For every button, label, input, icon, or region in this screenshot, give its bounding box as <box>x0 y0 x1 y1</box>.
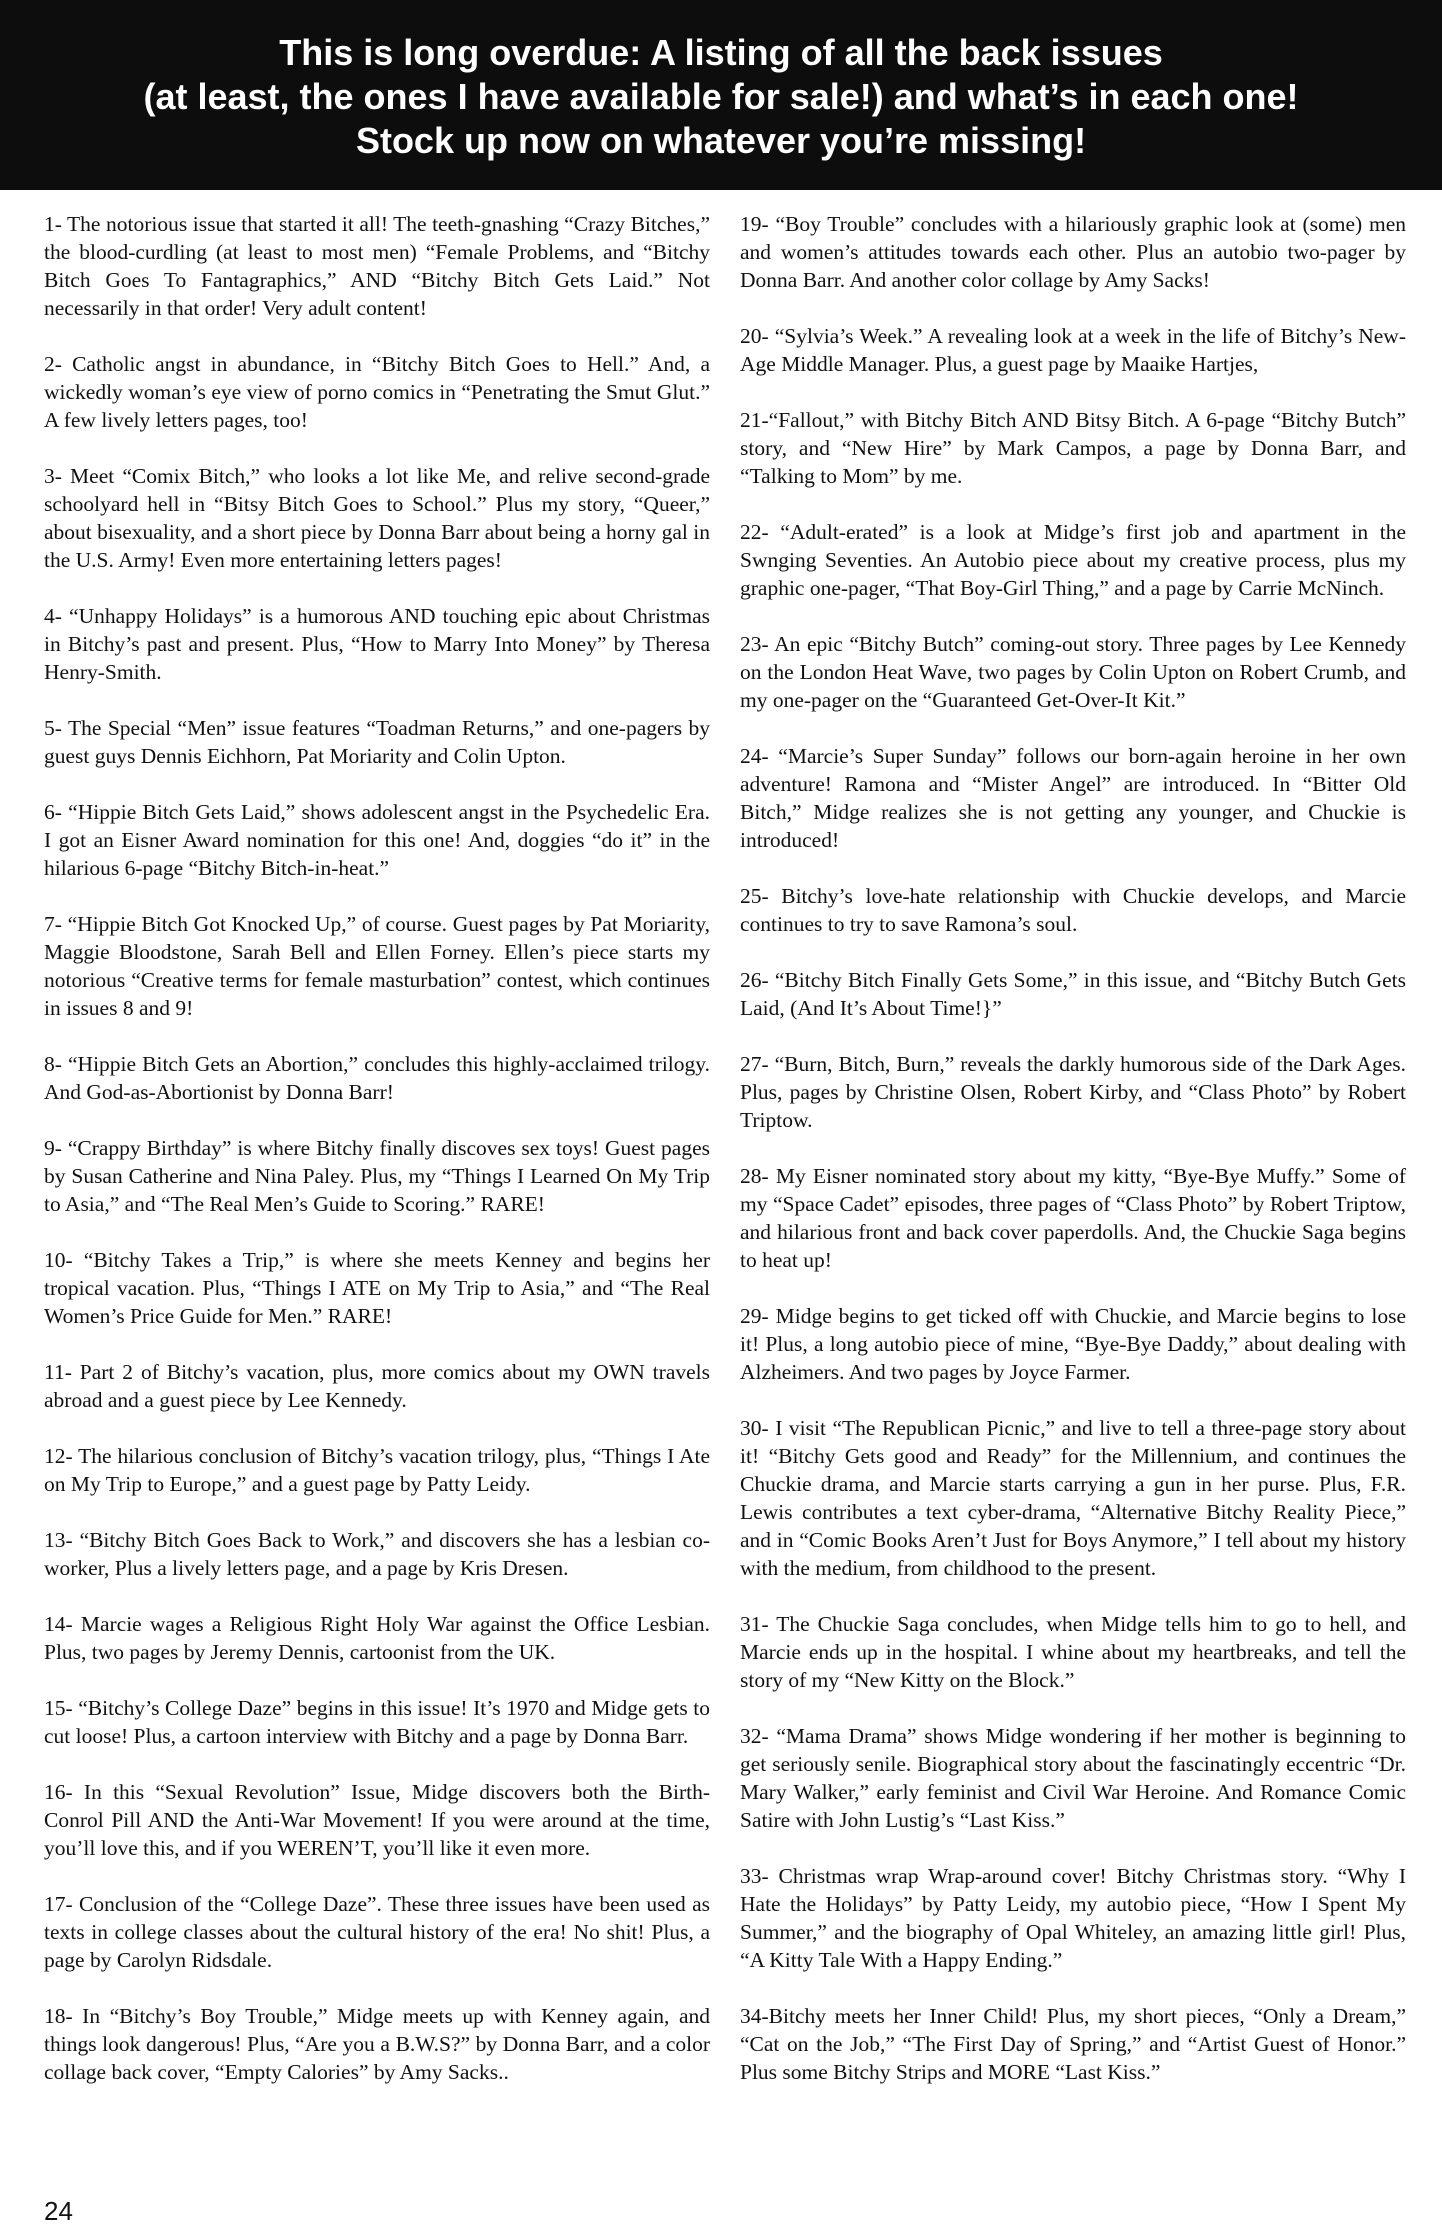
banner-line-2: (at least, the ones I have available for sale!) and what’s in each one! <box>143 76 1299 117</box>
issue-entry-27: 27- “Burn, Bitch, Burn,” reveals the darkly humorous side of the Dark Ages. Plus, pages by Christine Olsen, Robert Kirby, and “Class Photo” by Robert Triptow. <box>740 1052 1406 1132</box>
header-banner <box>0 0 1442 190</box>
page-number: 24 <box>44 2196 73 2226</box>
issue-entry-29: 29- Midge begins to get ticked off with Chuckie, and Marcie begins to lose it! Plus, a long autobio piece of mine, “Bye-Bye Daddy,” about dealing with Alzheimers. And two pages by Joyce Farmer. <box>740 1304 1406 1384</box>
issue-entry-24: 24- “Marcie’s Super Sunday” follows our born-again heroine in her own adventure! Ramona and “Mister Angel” are introduced. In “Bitter Old Bitch,” Midge realizes she is not getting any younger, and Chuckie is introduced! <box>740 744 1406 852</box>
issue-entry-19: 19- “Boy Trouble” concludes with a hilariously graphic look at (some) men and women’s attitudes towards each other. Plus an autobio two-pager by Donna Barr. And another color collage by Amy Sacks! <box>740 212 1406 292</box>
issue-entry-33: 33- Christmas wrap Wrap-around cover! Bitchy Christmas story. “Why I Hate the Holidays” by Patty Leidy, my autobio piece, “How I Spent My Summer,” and the biography of Opal Whiteley, an amazing little girl! Plus, “A Kitty Tale With a Happy Ending.” <box>740 1864 1406 1972</box>
issue-entry-14: 14- Marcie wages a Religious Right Holy War against the Office Lesbian. Plus, two pages by Jeremy Dennis, cartoonist from the UK. <box>44 1612 710 1664</box>
right-column <box>740 210 1406 2114</box>
issue-entry-18: 18- In “Bitchy’s Boy Trouble,” Midge meets up with Kenney again, and things look dangerous! Plus, “Are you a B.W.S?” by Donna Barr, and a color collage back cover, “Empty Calories” by Amy Sacks.. <box>44 2004 710 2084</box>
issue-entry-30: 30- I visit “The Republican Picnic,” and live to tell a three-page story about it! “Bitchy Gets good and Ready” for the Millennium, and continues the Chuckie drama, and Marcie starts carrying a gun in her purse. Plus, F.R. Lewis contributes a text cyber-drama, “Alternative Bitchy Reality Piece,” and in “Comic Books Aren’t Just for Boys Anymore,” I tell about my history with the medium, from childhood to the present. <box>740 1416 1406 1580</box>
issue-entry-23: 23- An epic “Bitchy Butch” coming-out story. Three pages by Lee Kennedy on the London Heat Wave, two pages by Colin Upton on Robert Crumb, and my one-pager on the “Guaranteed Get-Over-It Kit.” <box>740 632 1406 712</box>
issue-entry-11: 11- Part 2 of Bitchy’s vacation, plus, more comics about my OWN travels abroad and a guest piece by Lee Kennedy. <box>44 1360 710 1412</box>
issue-entry-22: 22- “Adult-erated” is a look at Midge’s first job and apartment in the Swnging Seventies. An Autobio piece about my creative process, plus my graphic one-pager, “That Boy-Girl Thing,” and a page by Carrie McNinch. <box>740 520 1406 600</box>
issue-entry-21: 21-“Fallout,” with Bitchy Bitch AND Bitsy Bitch. A 6-page “Bitchy Butch” story, and “New Hire” by Mark Campos, a page by Donna Barr, and “Talking to Mom” by me. <box>740 408 1406 488</box>
issue-entry-4: 4- “Unhappy Holidays” is a humorous AND touching epic about Christmas in Bitchy’s past and present. Plus, “How to Marry Into Money” by Theresa Henry-Smith. <box>44 604 710 684</box>
issue-entry-25: 25- Bitchy’s love-hate relationship with Chuckie develops, and Marcie continues to try to save Ramona’s soul. <box>740 884 1406 936</box>
issue-entry-3: 3- Meet “Comix Bitch,” who looks a lot like Me, and relive second-grade schoolyard hell in “Bitsy Bitch Goes to School.” Plus my story, “Queer,” about bisexuality, and a short piece by Donna Barr about being a horny gal in the U.S. Army! Even more entertaining letters pages! <box>44 464 710 572</box>
issue-entry-1: 1- The notorious issue that started it all! The teeth-gnashing “Crazy Bitches,” the blood-curdling (at least to most men) “Female Problems, and “Bitchy Bitch Goes To Fantagraphics,” AND “Bitchy Bitch Gets Laid.” Not necessarily in that order! Very adult content! <box>44 212 710 320</box>
issue-entry-9: 9- “Crappy Birthday” is where Bitchy finally discoves sex toys! Guest pages by Susan Catherine and Nina Paley. Plus, my “Things I Learned On My Trip to Asia,” and “The Real Men’s Guide to Scoring.” RARE! <box>44 1136 710 1216</box>
banner-line-3: Stock up now on whatever you’re missing! <box>355 120 1087 161</box>
left-column <box>44 210 710 2114</box>
issue-entry-17: 17- Conclusion of the “College Daze”. These three issues have been used as texts in college classes about the cultural history of the era! No shit! Plus, a page by Carolyn Ridsdale. <box>44 1892 710 1972</box>
issue-entry-8: 8- “Hippie Bitch Gets an Abortion,” concludes this highly-acclaimed trilogy. And God-as-Abortionist by Donna Barr! <box>44 1052 710 1104</box>
issue-entry-26: 26- “Bitchy Bitch Finally Gets Some,” in this issue, and “Bitchy Butch Gets Laid, (And It’s About Time!}” <box>740 968 1406 1020</box>
issue-entry-16: 16- In this “Sexual Revolution” Issue, Midge discovers both the Birth-Conrol Pill AND the Anti-War Movement! If you were around at the time, you’ll love this, and if you WEREN’T, you’ll like it even more. <box>44 1780 710 1860</box>
issue-entry-32: 32- “Mama Drama” shows Midge wondering if her mother is beginning to get seriously senile. Biographical story about the fascinatingly eccentric “Dr. Mary Walker,” early feminist and Civil War Heroine. And Romance Comic Satire with John Lustig’s “Last Kiss.” <box>740 1724 1406 1832</box>
issue-entry-15: 15- “Bitchy’s College Daze” begins in this issue! It’s 1970 and Midge gets to cut loose! Plus, a cartoon interview with Bitchy and a page by Donna Barr. <box>44 1696 710 1748</box>
issue-entry-13: 13- “Bitchy Bitch Goes Back to Work,” and discovers she has a lesbian co-worker, Plus a lively letters page, and a page by Kris Dresen. <box>44 1528 710 1580</box>
issue-entry-2: 2- Catholic angst in abundance, in “Bitchy Bitch Goes to Hell.” And, a wickedly woman’s eye view of porno comics in “Penetrating the Smut Glut.” A few lively letters pages, too! <box>44 352 710 432</box>
issue-entry-7: 7- “Hippie Bitch Got Knocked Up,” of course. Guest pages by Pat Moriarity, Maggie Bloodstone, Sarah Bell and Ellen Forney. Ellen’s piece starts my notorious “Creative terms for female masturbation” contest, which continues in issues 8 and 9! <box>44 912 710 1020</box>
issue-entry-31: 31- The Chuckie Saga concludes, when Midge tells him to go to hell, and Marcie ends up in the hospital. I whine about my heartbreaks, and tell the story of my “New Kitty on the Block.” <box>740 1612 1406 1692</box>
issue-entry-6: 6- “Hippie Bitch Gets Laid,” shows adolescent angst in the Psychedelic Era. I got an Eisner Award nomination for this one! And, doggies “do it” in the hilarious 6-page “Bitchy Bitch-in-heat.” <box>44 800 710 880</box>
issue-entry-5: 5- The Special “Men” issue features “Toadman Returns,” and one-pagers by guest guys Dennis Eichhorn, Pat Moriarity and Colin Upton. <box>44 716 710 768</box>
issue-entry-12: 12- The hilarious conclusion of Bitchy’s vacation trilogy, plus, “Things I Ate on My Trip to Europe,” and a guest page by Patty Leidy. <box>44 1444 710 1496</box>
issue-entry-34: 34-Bitchy meets her Inner Child! Plus, my short pieces, “Only a Dream,” “Cat on the Job,” “The First Day of Spring,” and “Artist Guest of Honor.” Plus some Bitchy Strips and MORE “Last Kiss.” <box>740 2004 1406 2084</box>
banner-line-1: This is long overdue: A listing of all the back issues <box>279 32 1163 73</box>
issue-entry-20: 20- “Sylvia’s Week.” A revealing look at a week in the life of Bitchy’s New-Age Middle Manager. Plus, a guest page by Maaike Hartjes, <box>740 324 1406 376</box>
issue-entry-10: 10- “Bitchy Takes a Trip,” is where she meets Kenney and begins her tropical vacation. Plus, “Things I ATE on My Trip to Asia,” and “The Real Women’s Price Guide for Men.” RARE! <box>44 1248 710 1328</box>
issue-entry-28: 28- My Eisner nominated story about my kitty, “Bye-Bye Muffy.” Some of my “Space Cadet” episodes, three pages of “Class Photo” by Robert Triptow, and hilarious front and back cover paperdolls. And, the Chuckie Saga begins to heat up! <box>740 1164 1406 1272</box>
